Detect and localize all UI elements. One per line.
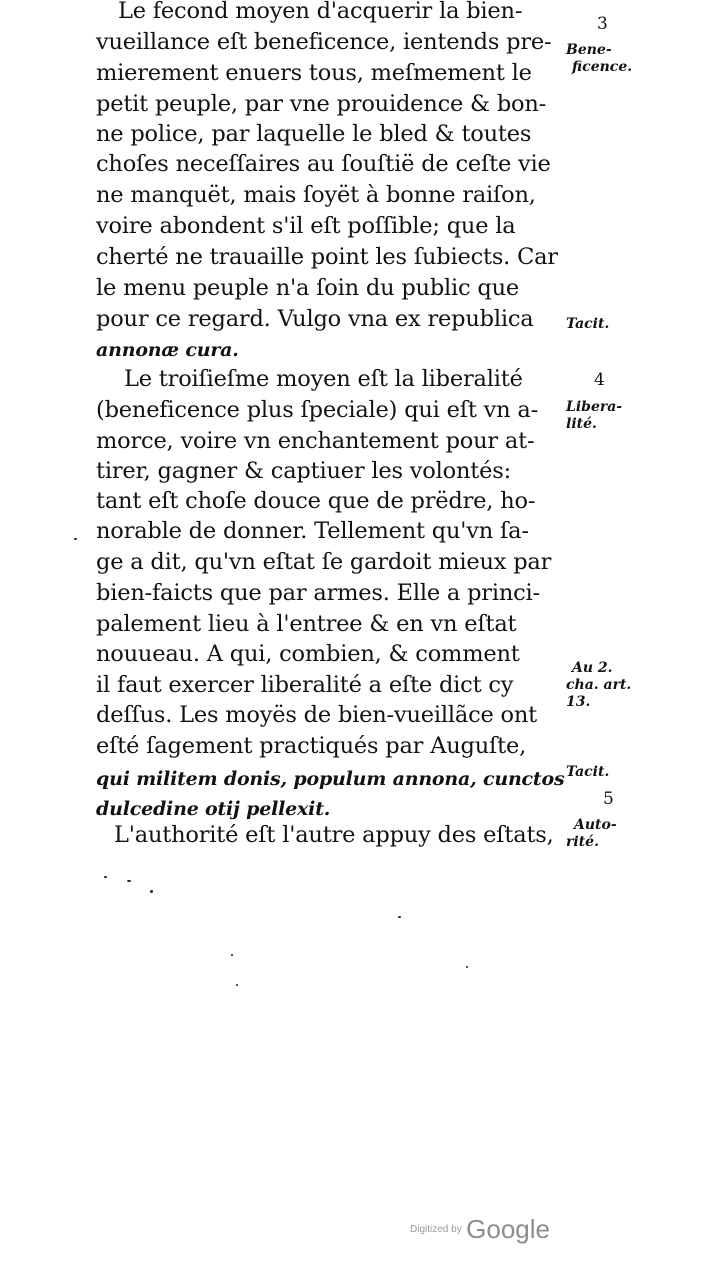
scan-speck	[398, 916, 401, 918]
google-wordmark: Google	[466, 1214, 550, 1244]
text-line-7: ne manquët, mais ſoyët à bonne raiſon,	[96, 182, 536, 208]
scan-speck	[150, 890, 153, 893]
text-line-24: deſſus. Les moyës de bien-vueillãce ont	[96, 702, 538, 728]
margin-note-line: cha. art.	[566, 677, 632, 693]
scan-speck	[74, 538, 77, 540]
text-line-22: nouueau. A qui, combien, & comment	[96, 641, 520, 667]
margin-note-line: Libera-	[566, 399, 623, 415]
text-line-4: petit peuple, par vne prouidence & bon-	[96, 91, 547, 117]
margin-note-tacit-2: Tacit.	[566, 764, 610, 780]
text-line-9: cherté ne trauaille point les ſubiects. Car	[96, 244, 558, 270]
text-line-11: pour ce regard. Vulgo vna ex republica	[96, 306, 534, 332]
margin-note-line: lité.	[566, 416, 597, 432]
text-line-6: choſes neceſſaires au ſouſtië de ceſte vie	[96, 151, 551, 177]
text-line-27: dulcedine otij pellexit.	[96, 798, 331, 820]
text-line-20: bien-faicts que par armes. Elle a princi-	[96, 580, 540, 606]
scan-speck	[231, 954, 233, 956]
margin-note-line: Auto-	[574, 817, 617, 833]
margin-note-line: Bene-	[566, 42, 612, 58]
text-line-28: L'authorité eſt l'autre appuy des eſtats,	[114, 822, 554, 848]
margin-note-line: ficence.	[572, 59, 633, 75]
text-line-26: qui militem donis, populum annona, cunctos	[96, 768, 565, 790]
margin-note-line: Au 2.	[572, 660, 613, 676]
margin-note-tacit-1: Tacit.	[566, 316, 610, 332]
scan-speck	[466, 966, 468, 968]
text-line-8: voire abondent s'il eſt poſſible; que la	[96, 213, 516, 239]
text-line-19: ge a dit, qu'vn eſtat ſe gardoit mieux par	[96, 549, 552, 575]
text-line-10: le menu peuple n'a ſoin du public que	[96, 275, 519, 301]
digitized-by-google-watermark	[410, 1214, 550, 1245]
text-line-3: mierement enuers tous, meſmement le	[96, 60, 532, 86]
text-line-2: vueillance eſt beneficence, ientends pre-	[96, 29, 552, 55]
text-line-23: il faut exercer liberalité a eſte dict cy	[96, 672, 514, 698]
text-line-5: ne police, par laquelle le bled & toutes	[96, 121, 532, 147]
digitized-by-label: Digitized by	[410, 1224, 462, 1235]
margin-number-4: 4	[594, 370, 605, 390]
margin-number-5: 5	[603, 789, 614, 809]
text-line-12: annonæ cura.	[96, 339, 239, 361]
text-line-17: tant eſt choſe douce que de prëdre, ho-	[96, 488, 536, 514]
scan-speck	[127, 880, 131, 882]
margin-note-beneficence	[566, 42, 632, 76]
text-line-13: Le troiſieſme moyen eſt la liberalité	[124, 366, 523, 392]
margin-note-liberalite	[566, 399, 622, 433]
margin-note-reference	[566, 660, 631, 711]
scan-speck	[104, 876, 107, 878]
margin-note-autorite	[566, 817, 617, 851]
text-line-14: (beneficence plus ſpeciale) qui eſt vn a-	[96, 397, 539, 423]
margin-number-3: 3	[597, 14, 608, 34]
text-line-18: norable de donner. Tellement qu'vn ſa-	[96, 518, 529, 544]
text-line-25: eſté ſagement practiqués par Auguſte,	[96, 733, 527, 759]
text-line-1: Le fecond moyen d'acquerir la bien-	[118, 0, 523, 24]
scan-speck	[236, 984, 238, 986]
margin-note-line: 13.	[566, 694, 591, 710]
text-line-21: palement lieu à l'entree & en vn eſtat	[96, 611, 517, 637]
text-line-15: morce, voire vn enchantement pour at-	[96, 428, 535, 454]
margin-note-line: rité.	[566, 834, 599, 850]
text-line-16: tirer, gagner & captiuer les volontés:	[96, 458, 511, 484]
